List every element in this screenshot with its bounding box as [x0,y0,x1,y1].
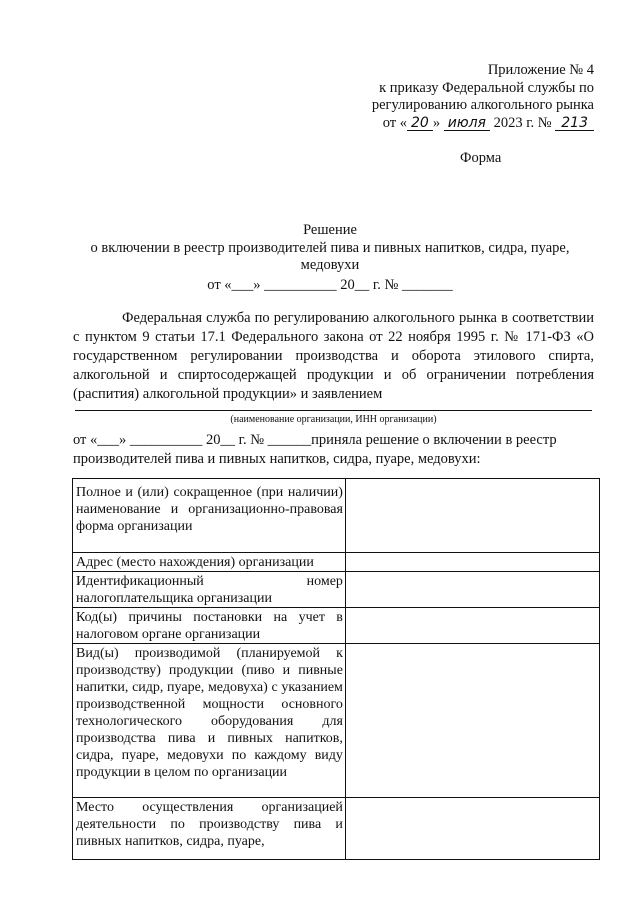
decision-paragraph-line-1: от «___» __________ 20__ г. № ______приняла решение о включении в реестр [73,432,557,448]
appendix-line-3: регулированию алкогольного рынка [371,97,594,113]
table-row [73,608,600,644]
table-row [73,479,600,553]
date-mid: » [432,114,441,131]
table-row [73,798,600,860]
table-row [73,572,600,608]
organization-name-line [75,402,592,411]
row-value-location [345,798,599,860]
appendix-line-1: Приложение № 4 [487,62,594,78]
row-label-name: Полное и (или) сокращенное (при наличии) наименование и организационно-правовая форма организации [73,479,346,553]
form-label: Форма [460,150,502,166]
appendix-block [372,62,594,132]
intro-paragraph: Федеральная служба по регулированию алкогольного рынка в соответствии с пунктом 9 статьи 17.1 Федерального закона от 22 ноября 1995 г. № 171-ФЗ «О государственном регулировании производства и оборота этилового спирта, алкогольной и спиртосодержащей продукции и об ограничении потребления (распития) алкогольной продукции» и заявлением [73,310,594,402]
handwritten-day: 20 [407,116,433,131]
title-subtitle: о включении в реестр производителей пива и пивных напитков, сидра, пуаре, медовухи [90,239,570,273]
row-value-kpp [345,608,599,644]
row-label-inn: Идентификационный номер налогоплательщика организации [73,572,346,608]
date-prefix: от « [382,114,408,131]
table-row [73,553,600,572]
year-text: 2023 г. № [493,114,552,131]
title-word: Решение [303,222,357,238]
handwritten-number: 213 [555,116,594,131]
row-label-kpp: Код(ы) причины постановки на учет в налоговом органе организации [73,608,346,644]
decision-paragraph-line-2: производителей пива и пивных напитков, сидра, пуаре, медовухи: [73,451,481,467]
title-block [60,222,600,294]
handwritten-month: июля [444,116,490,131]
appendix-date-line [372,115,594,133]
organization-caption: (наименование организации, ИНН организации) [230,414,437,425]
organization-info-table [72,478,600,860]
row-value-products [345,644,599,798]
decision-paragraph [73,431,594,469]
row-value-inn [345,572,599,608]
row-value-address [345,553,599,572]
row-label-products: Вид(ы) производимой (планируемой к производству) продукции (пиво и пивные напитки, сидр, пуаре, медовуха) с указанием производственной мощности основного технологического оборудования для производства пива и пивных напитков, сидра, пуаре, медовухи по каждому виду продукции в целом по организации [73,644,346,798]
table-row [73,644,600,798]
row-label-address: Адрес (место нахождения) организации [73,553,346,572]
decision-date-line: от «___» __________ 20__ г. № _______ [207,276,453,293]
appendix-line-2: к приказу Федеральной службы по [379,79,594,96]
row-value-name [345,479,599,553]
row-label-location: Место осуществления организацией деятельности по производству пива и пивных напитков, сидра, пуаре, [73,798,346,860]
